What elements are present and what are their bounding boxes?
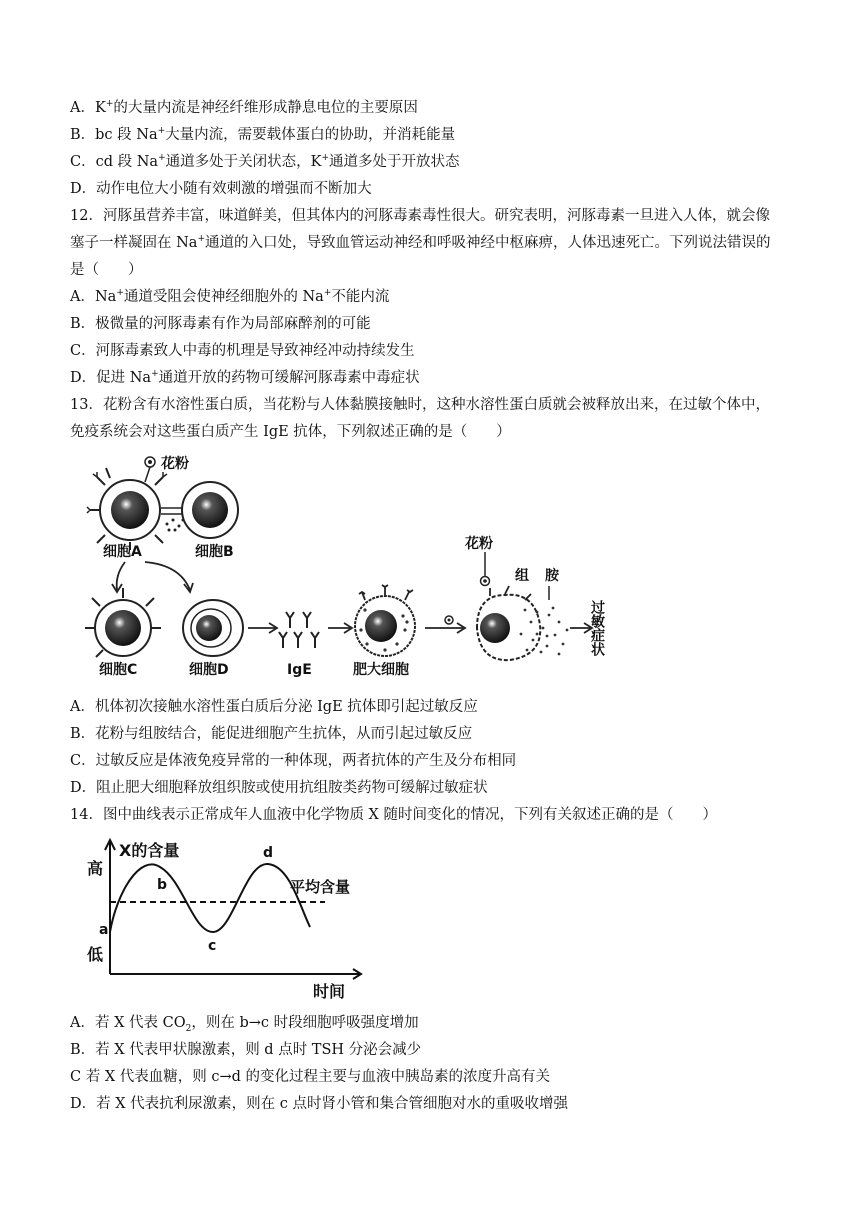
cell-b: [182, 482, 238, 538]
allergy-symptoms-label: 过敏症状: [589, 600, 605, 656]
average-label: 平均含量: [290, 878, 351, 896]
q14-option-b: B．若 X 代表甲状腺激素，则 d 点时 TSH 分泌会减少: [70, 1042, 422, 1058]
histamine-label-2: 胺: [545, 568, 559, 584]
ige-antibodies: [279, 612, 319, 648]
q14-stem: 14．图中曲线表示正常成年人血液中化学物质 X 随时间变化的情况，下列有关叙述正确的是（ ）: [70, 807, 717, 823]
q13-option-a: A．机体初次接触水溶性蛋白质后分泌 IgE 抗体即引起过敏反应: [70, 699, 478, 715]
q12-option-d: D．促进 Na+通道开放的药物可缓解河豚毒素中毒症状: [70, 369, 420, 386]
q11-option-c: C．cd 段 Na+通道多处于关闭状态，K+通道多处于开放状态: [70, 153, 460, 170]
mast-cell-label: 肥大细胞: [353, 662, 409, 678]
q12-option-a: A．Na+通道受阻会使神经细胞外的 Na+不能内流: [70, 288, 390, 305]
q11-option-d: D．动作电位大小随有效刺激的增强而不断加大: [70, 181, 372, 197]
q12-option-c: C．河豚毒素致人中毒的机理是导致神经冲动持续发生: [70, 343, 415, 359]
cell-d-label: 细胞D: [189, 662, 229, 678]
point-a-label: a: [99, 922, 109, 938]
y-low-label: 低: [87, 945, 104, 964]
cell-a: [87, 457, 167, 550]
cell-b-label: 细胞B: [195, 544, 234, 560]
degranulating-mast-cell: [477, 552, 540, 660]
q13-stem-line2: 免疫系统会对这些蛋白质产生 IgE 抗体，下列叙述正确的是（ ）: [70, 424, 511, 440]
allergy-pathway-figure: [85, 450, 625, 685]
q12-stem-line2: 塞子一样凝固在 Na+通道的入口处，导致血管运动神经和呼吸神经中枢麻痹，人体迅速死亡。下列说法错误的: [70, 234, 771, 251]
x-axis-label: 时间: [313, 982, 346, 1001]
q11-option-b: B．bc 段 Na+大量内流，需要载体蛋白的协助，并消耗能量: [70, 126, 456, 143]
q12-stem-line3: 是（ ）: [70, 262, 143, 278]
q14-option-d: D．若 X 代表抗利尿激素，则在 c 点时肾小管和集合管细胞对水的重吸收增强: [70, 1096, 569, 1112]
q11-option-a: A．K+的大量内流是神经纤维形成静息电位的主要原因: [70, 99, 418, 116]
ige-label: IgE: [287, 662, 312, 678]
cell-c: [85, 588, 161, 657]
point-b-label: b: [157, 877, 168, 893]
point-d-label: d: [263, 845, 274, 861]
pollen-label-1: 花粉: [161, 456, 189, 472]
q13-option-d: D．阻止肥大细胞释放组织胺或使用抗组胺类药物可缓解过敏症状: [70, 780, 488, 796]
histamine-label-1: 组: [515, 568, 529, 584]
q13-option-b: B．花粉与组胺结合，能促进细胞产生抗体，从而引起过敏反应: [70, 726, 473, 742]
cell-d: [183, 600, 243, 656]
q14-option-a: A．若 X 代表 $CO_2$，则在 b→c 时段细胞呼吸强度增加: [70, 1015, 419, 1034]
cytokine-dots: [166, 519, 185, 532]
x-content-curve-figure: [85, 832, 375, 1007]
q12-stem-line1: 12．河豚虽营养丰富，味道鲜美，但其体内的河豚毒素毒性很大。研究表明，河豚毒素一旦进入人体，就会像: [70, 208, 770, 224]
mast-cell: [355, 585, 415, 656]
q13-stem-line1: 13．花粉含有水溶性蛋白质，当花粉与人体黏膜接触时，这种水溶性蛋白质就会被释放出来，在过敏个体中，: [70, 397, 770, 413]
q13-option-c: C．过敏反应是体液免疫异常的一种体现，两者抗体的产生及分布相同: [70, 753, 517, 769]
pollen-label-2: 花粉: [465, 536, 493, 552]
y-high-label: 高: [87, 859, 104, 878]
q12-option-b: B．极微量的河豚毒素有作为局部麻醉剂的可能: [70, 316, 371, 332]
cell-a-label: 细胞A: [103, 544, 142, 560]
q14-option-c: C 若 X 代表血糖，则 c→d 的变化过程主要与血液中胰岛素的浓度升高有关: [70, 1069, 551, 1085]
y-axis-label: X的含量: [119, 841, 180, 860]
cell-c-label: 细胞C: [99, 662, 138, 678]
x-content-curve: [110, 864, 310, 932]
point-c-label: c: [208, 938, 217, 954]
